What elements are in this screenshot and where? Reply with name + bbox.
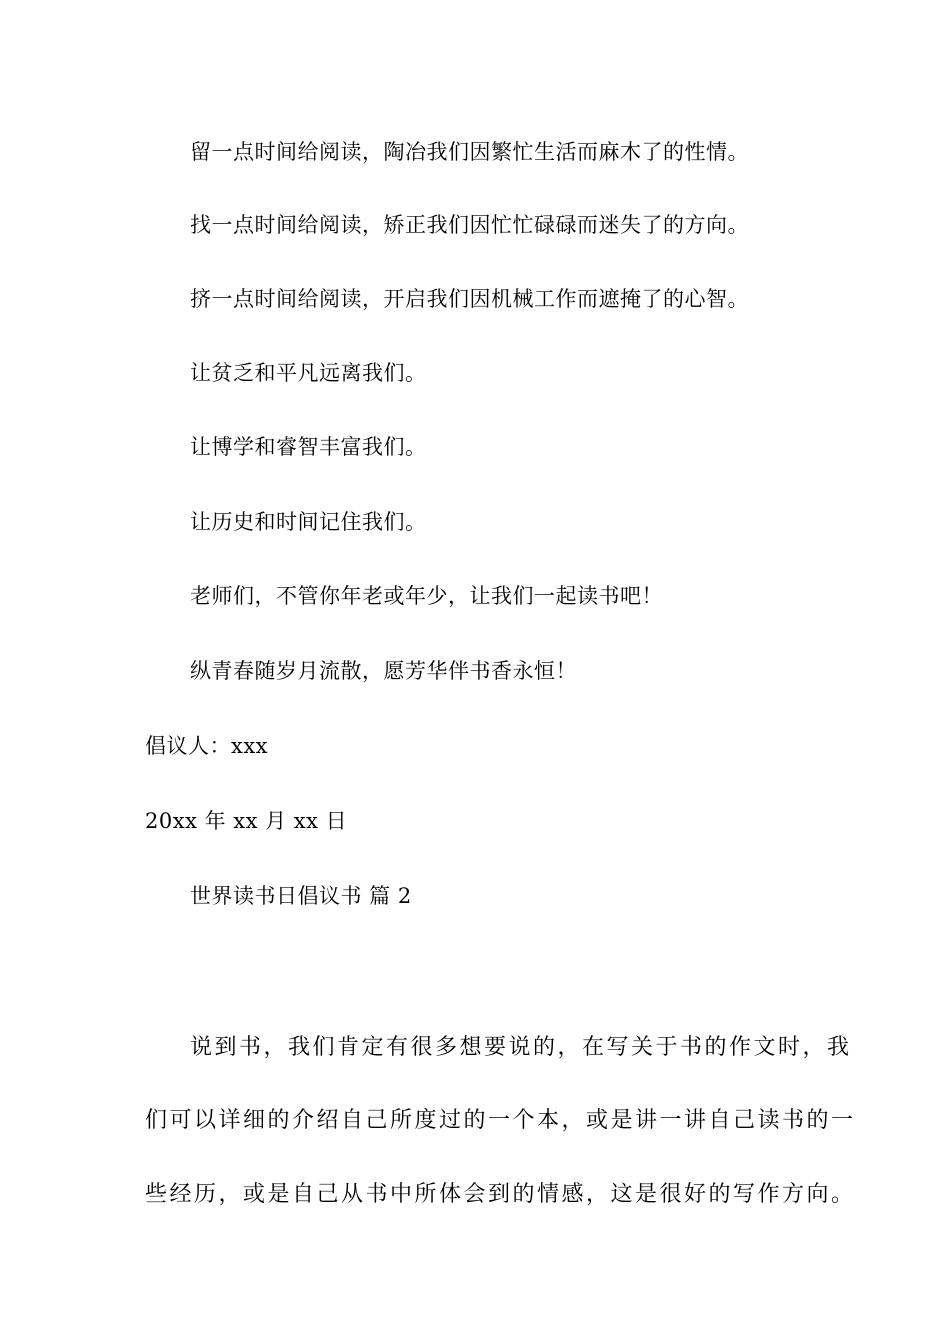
text-line: 留一点时间给阅读，陶冶我们因繁忙生活而麻木了的性情。 (190, 140, 749, 164)
text-line: 老师们，不管你年老或年少，让我们一起读书吧！ (190, 584, 663, 608)
paragraph-line: 说到书，我们肯定有很多想要说的，在写关于书的作文时，我 (190, 1035, 852, 1060)
section-title: 世界读书日倡议书 篇 2 (190, 884, 412, 908)
text-line: 让博学和睿智丰富我们。 (190, 435, 427, 459)
text-line: 找一点时间给阅读，矫正我们因忙忙碌碌而迷失了的方向。 (190, 213, 749, 237)
proposer-line: 倡议人：xxx (145, 734, 269, 758)
paragraph-line: 们可以详细的介绍自己所度过的一个本，或是讲一讲自己读书的一 (145, 1108, 856, 1133)
text-line: 让贫乏和平凡远离我们。 (190, 361, 427, 385)
date-line: 20xx 年 xx 月 xx 日 (145, 809, 348, 833)
text-line: 纵青春随岁月流散，愿芳华伴书香永恒！ (190, 659, 577, 683)
text-line: 挤一点时间给阅读，开启我们因机械工作而遮掩了的心智。 (190, 287, 749, 311)
paragraph-line: 些经历，或是自己从书中所体会到的情感，这是很好的写作方向。 (145, 1182, 856, 1207)
text-line: 让历史和时间记住我们。 (190, 510, 427, 534)
